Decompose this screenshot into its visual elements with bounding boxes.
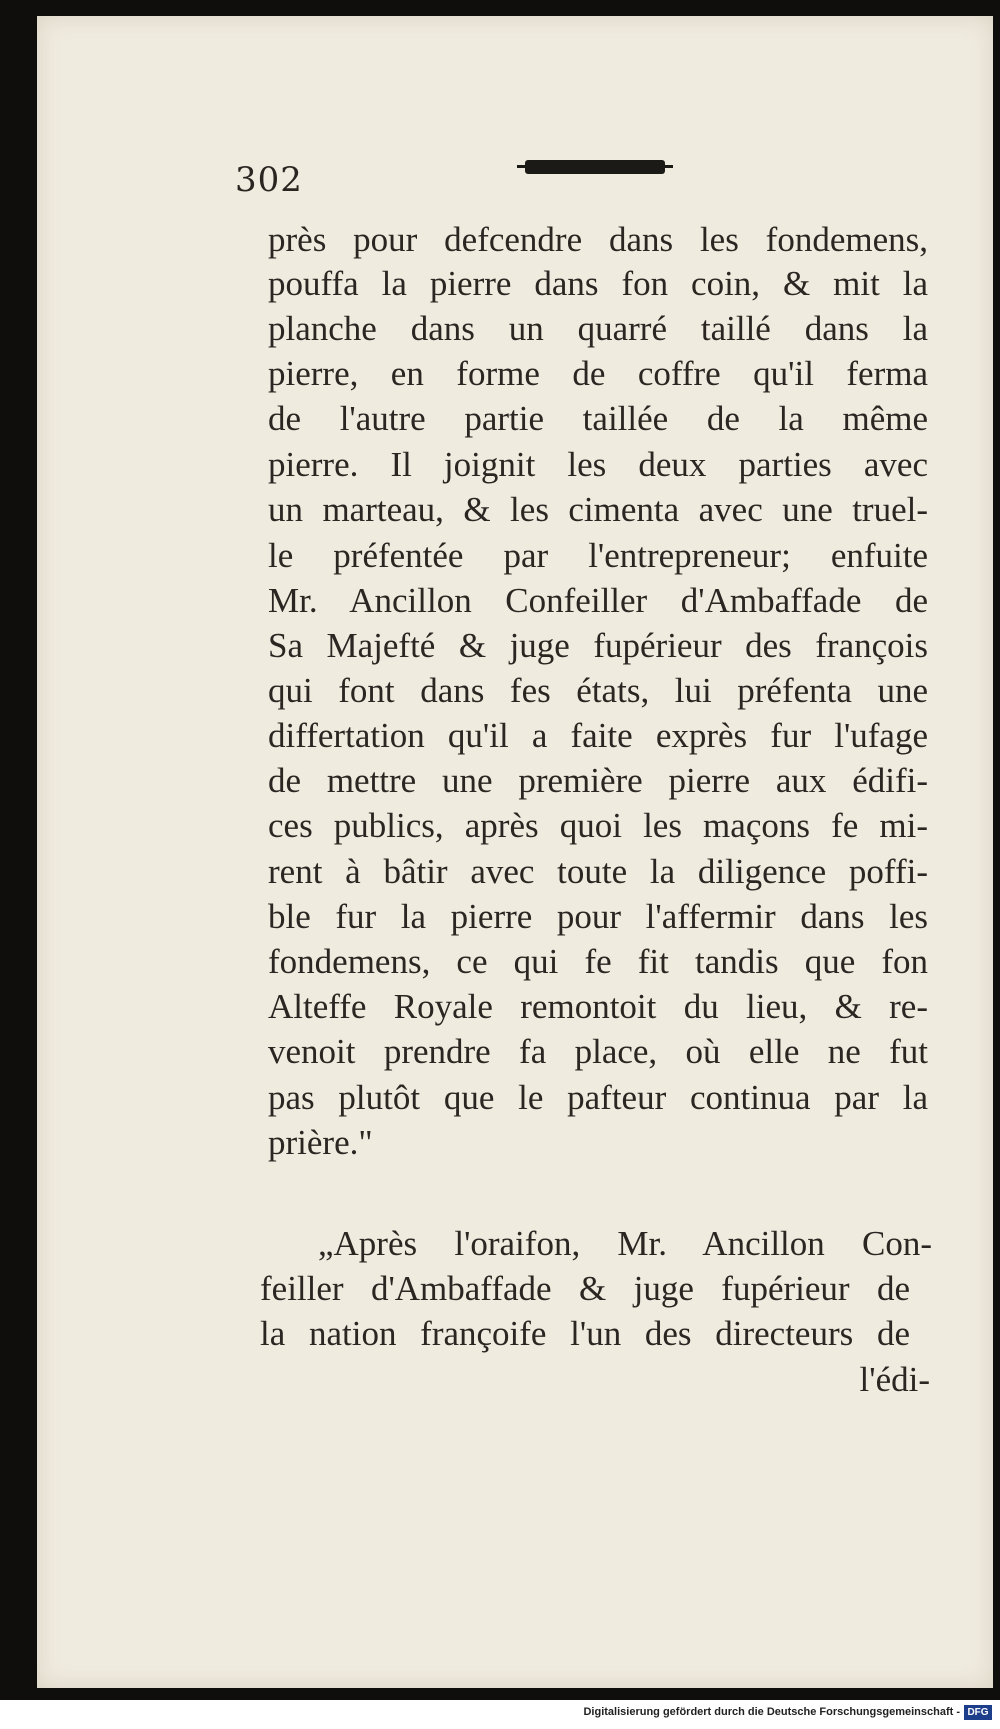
text-line: ces publics, après quoi les maçons fe mi-: [268, 806, 928, 845]
text-line: de l'autre partie taillée de la même: [268, 399, 928, 438]
text-line: pierre, en forme de coffre qu'il ferma: [268, 354, 928, 393]
text-line: planche dans un quarré taillé dans la: [268, 309, 928, 348]
text-line: pierre. Il joignit les deux parties avec: [268, 445, 928, 484]
text-line: de mettre une première pierre aux édifi-: [268, 761, 928, 800]
text-line: rent à bâtir avec toute la diligence poffi-: [268, 852, 928, 891]
text-line: Sa Majefté & juge fupérieur des françois: [268, 626, 928, 665]
text-line: pas plutôt que le pafteur continua par la: [268, 1078, 928, 1117]
text-line: differtation qu'il a faite exprès fur l'ufage: [268, 716, 928, 755]
text-line: ble fur la pierre pour l'affermir dans les: [268, 897, 928, 936]
funding-credit: Digitalisierung gefördert durch die Deutsche Forschungsgemeinschaft -: [583, 1706, 960, 1718]
header-ornament: [525, 160, 665, 174]
text-line: Alteffe Royale remontoit du lieu, & re-: [268, 987, 928, 1026]
text-line: fondemens, ce qui fe fit tandis que fon: [268, 942, 928, 981]
text-line: un marteau, & les cimenta avec une truel-: [268, 490, 928, 529]
text-line: venoit prendre fa place, où elle ne fut: [268, 1032, 928, 1071]
text-line: qui font dans fes états, lui préfenta une: [268, 671, 928, 710]
text-line: „Après l'oraifon, Mr. Ancillon Con-: [318, 1224, 932, 1263]
text-line: Mr. Ancillon Confeiller d'Ambaffade de: [268, 581, 928, 620]
dfg-logo-icon: DFG: [964, 1705, 992, 1720]
text-line: près pour defcendre dans les fondemens,: [268, 220, 928, 259]
footer-bar: [0, 1700, 1000, 1729]
text-line: pouffa la pierre dans fon coin, & mit la: [268, 264, 928, 303]
text-line: prière.": [268, 1123, 373, 1162]
page-number: 302: [235, 160, 303, 200]
text-line: le préfentée par l'entrepreneur; enfuite: [268, 536, 928, 575]
catchword: l'édi-: [859, 1360, 930, 1399]
text-line: feiller d'Ambaffade & juge fupérieur de: [260, 1269, 910, 1308]
text-line: la nation françoife l'un des directeurs de: [260, 1314, 910, 1353]
